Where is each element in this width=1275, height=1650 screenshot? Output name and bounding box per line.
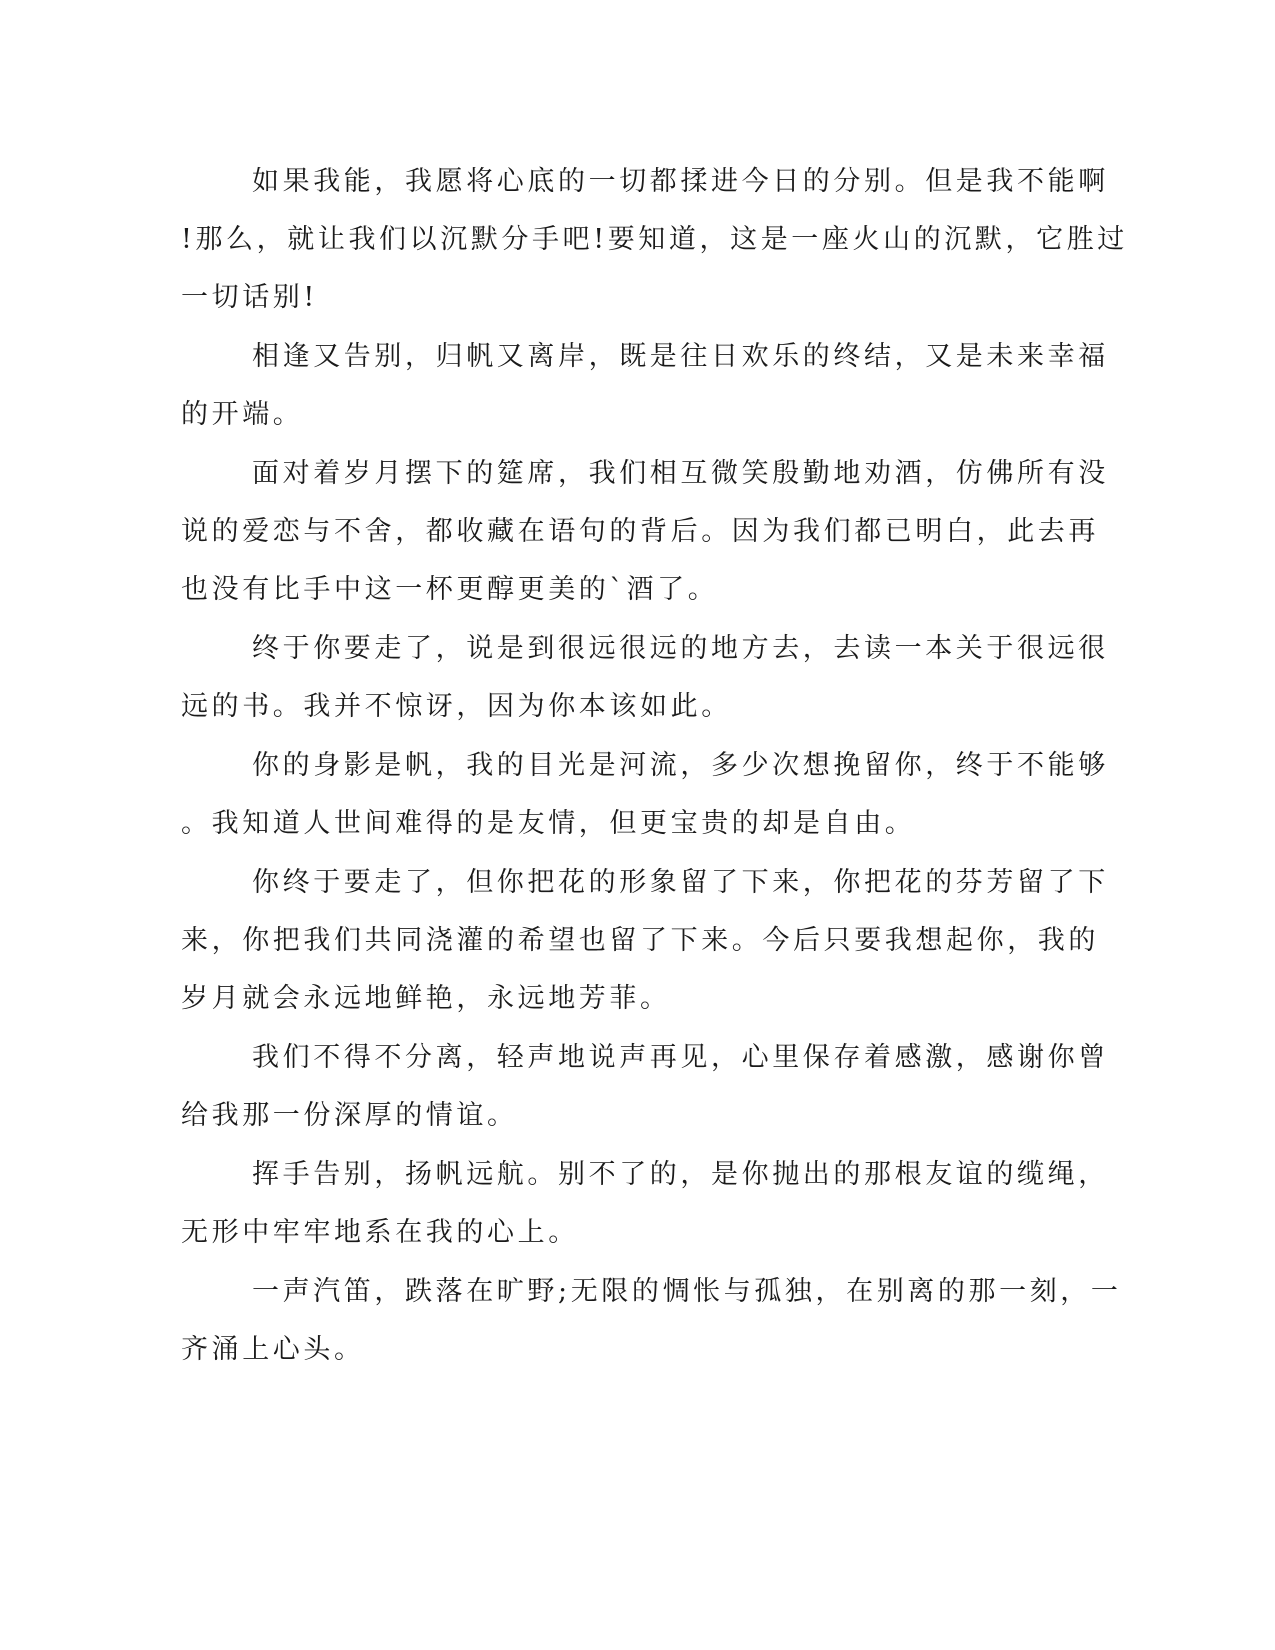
paragraph-1-line-3: 一切话别! [181, 282, 318, 313]
paragraph-6-line-1: 你终于要走了，但你把花的形象留了下来，你把花的芬芳留了下 [252, 867, 1109, 898]
paragraph-9-line-2: 齐涌上心头。 [181, 1334, 365, 1365]
paragraph-1-line-2: !那么，就让我们以沉默分手吧!要知道，这是一座火山的沉默，它胜过 [181, 224, 1128, 255]
paragraph-9-line-1: 一声汽笛，跌落在旷野;无限的惆怅与孤独，在别离的那一刻，一 [252, 1276, 1122, 1307]
paragraph-2-line-2: 的开端。 [181, 399, 304, 430]
paragraph-7-line-1: 我们不得不分离，轻声地说声再见，心里保存着感激，感谢你曾 [252, 1042, 1109, 1073]
paragraph-4-line-2: 远的书。我并不惊讶，因为你本该如此。 [181, 691, 732, 722]
paragraph-5-line-2: 。我知道人世间难得的是友情，但更宝贵的却是自由。 [181, 808, 916, 839]
paragraph-7-line-2: 给我那一份深厚的情谊。 [181, 1100, 518, 1131]
paragraph-4-line-1: 终于你要走了，说是到很远很远的地方去，去读一本关于很远很 [252, 633, 1109, 664]
paragraph-3-line-3: 也没有比手中这一杯更醇更美的`酒了。 [181, 574, 719, 605]
paragraph-3-line-1: 面对着岁月摆下的筵席，我们相互微笑殷勤地劝酒，仿佛所有没 [252, 458, 1109, 489]
paragraph-2-line-1: 相逢又告别，归帆又离岸，既是往日欢乐的终结，又是未来幸福 [252, 341, 1109, 372]
paragraph-6-line-2: 来，你把我们共同浇灌的希望也留了下来。今后只要我想起你，我的 [181, 925, 1099, 956]
paragraph-6-line-3: 岁月就会永远地鲜艳，永远地芳菲。 [181, 983, 671, 1014]
paragraph-3-line-2: 说的爱恋与不舍，都收藏在语句的背后。因为我们都已明白，此去再 [181, 516, 1099, 547]
paragraph-1-line-1: 如果我能，我愿将心底的一切都揉进今日的分别。但是我不能啊 [252, 166, 1109, 197]
paragraph-5-line-1: 你的身影是帆，我的目光是河流，多少次想挽留你，终于不能够 [252, 750, 1109, 781]
paragraph-8-line-1: 挥手告别，扬帆远航。别不了的，是你抛出的那根友谊的缆绳， [252, 1159, 1109, 1190]
paragraph-8-line-2: 无形中牢牢地系在我的心上。 [181, 1217, 579, 1248]
